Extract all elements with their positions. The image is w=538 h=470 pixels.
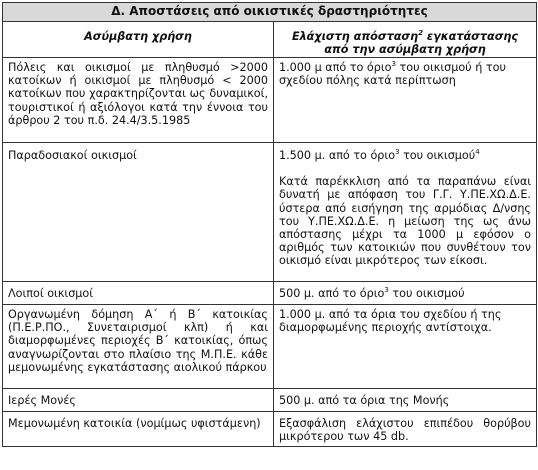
use-cell: [3, 143, 274, 282]
header-incompatible-use: Ασύμβατη χρήση: [3, 22, 274, 58]
header-min-distance-text: Ελάχιστη απόσταση: [291, 30, 419, 43]
table-row: [3, 305, 537, 389]
footnote-ref: 3: [391, 60, 396, 68]
footnote-ref: 4: [475, 148, 480, 156]
use-text: Λοιποί οικισμοί: [8, 287, 94, 300]
distance-cell: [274, 412, 537, 447]
table-row: [3, 143, 537, 282]
distances-table: [2, 2, 537, 447]
distance-cell: [274, 305, 537, 389]
use-cell: [3, 282, 274, 305]
exception-note: Κατά παρέκκλιση από τα παραπάνω είναι δυνατή με απόφαση του Γ.Γ. Υ.ΠΕ.ΧΩ.Δ.Ε. ύστερα από εισήγηση της αρμόδιας Δ/νσης του Υ.ΠΕ.ΧΩ.Δ.Ε. η μείωση της ως άνω απόστασης μέχρι τα 1000 μ εφόσον ο αριθμός των κατοικιών που συνθέτουν τον οικισμό είναι μικρότερος των είκοσι.: [279, 175, 531, 268]
distance-text: 500 μ. από το όριο$^3$ του οικισμού: [279, 286, 465, 300]
use-cell: [3, 389, 274, 412]
use-cell: [3, 58, 274, 143]
distance-text: 1.000 μ από το όριο$^3$ του οικισμού ή του σχεδίου πόλης κατά περίπτωση: [279, 60, 506, 88]
distance-cell: [274, 389, 537, 412]
use-text: Οργανωμένη δόμηση Α΄ ή Β΄ κατοικίας (Π.Ε.Ρ.ΠΟ., Συνεταιρισμοί κλπ) ή και διαμορφωμένες περιοχές Β΄ κατοικίας, όπως αναγνωρίζονται στο πλαίσιο της Μ.Π.Ε. κάθε μεμονωμένης εγκατάστασης αιολικού πάρκου: [8, 308, 268, 374]
use-text: Μεμονωμένη κατοικία (νομίμως υφιστάμενη): [8, 417, 261, 430]
table-title: Δ. Αποστάσεις από οικιστικές δραστηριότητες: [3, 3, 537, 22]
distance-text: 1.000 μ. από τα όρια του σχεδίου ή της διαμορφωμένης περιοχής αντίστοιχα.: [279, 308, 502, 335]
table-row: [3, 58, 537, 143]
distance-cell: [274, 58, 537, 143]
distance-text: 500 μ. από τα όρια της Μονής: [279, 394, 450, 407]
use-text: Παραδοσιακοί οικισμοί: [8, 149, 137, 162]
distance-text: 1.500 μ. από το όριο$^3$ του οικισμού$^4$: [279, 148, 480, 162]
distance-cell: [274, 282, 537, 305]
distance-text: Εξασφάλιση ελάχιστου επιπέδου θορύβου μικρότερου των 45 db.: [279, 417, 531, 444]
use-cell: [3, 305, 274, 389]
table-row: [3, 389, 537, 412]
table-row: [3, 412, 537, 447]
use-cell: [3, 412, 274, 447]
distance-cell: [274, 143, 537, 282]
header-min-distance: [274, 22, 537, 58]
use-text: Πόλεις και οικισμοί με πληθυσμό >2000 κατοίκων ή οικισμοί με πληθυσμό < 2000 κατοίκων που χαρακτηρίζονται ως δυναμικοί, τουριστικοί ή αξιόλογοι κατά την έννοια του άρθρου 2 του π.δ. 24.4/3.5.1985: [8, 61, 268, 127]
footnote-ref: 2: [418, 29, 423, 37]
header-min-distance-rest: εγκατάστασης από την ασύμβατη χρήση: [324, 30, 519, 56]
use-text: Ιερές Μονές: [8, 394, 76, 407]
footnote-ref: 3: [395, 148, 400, 156]
footnote-ref: 3: [384, 286, 389, 294]
table-row: [3, 282, 537, 305]
